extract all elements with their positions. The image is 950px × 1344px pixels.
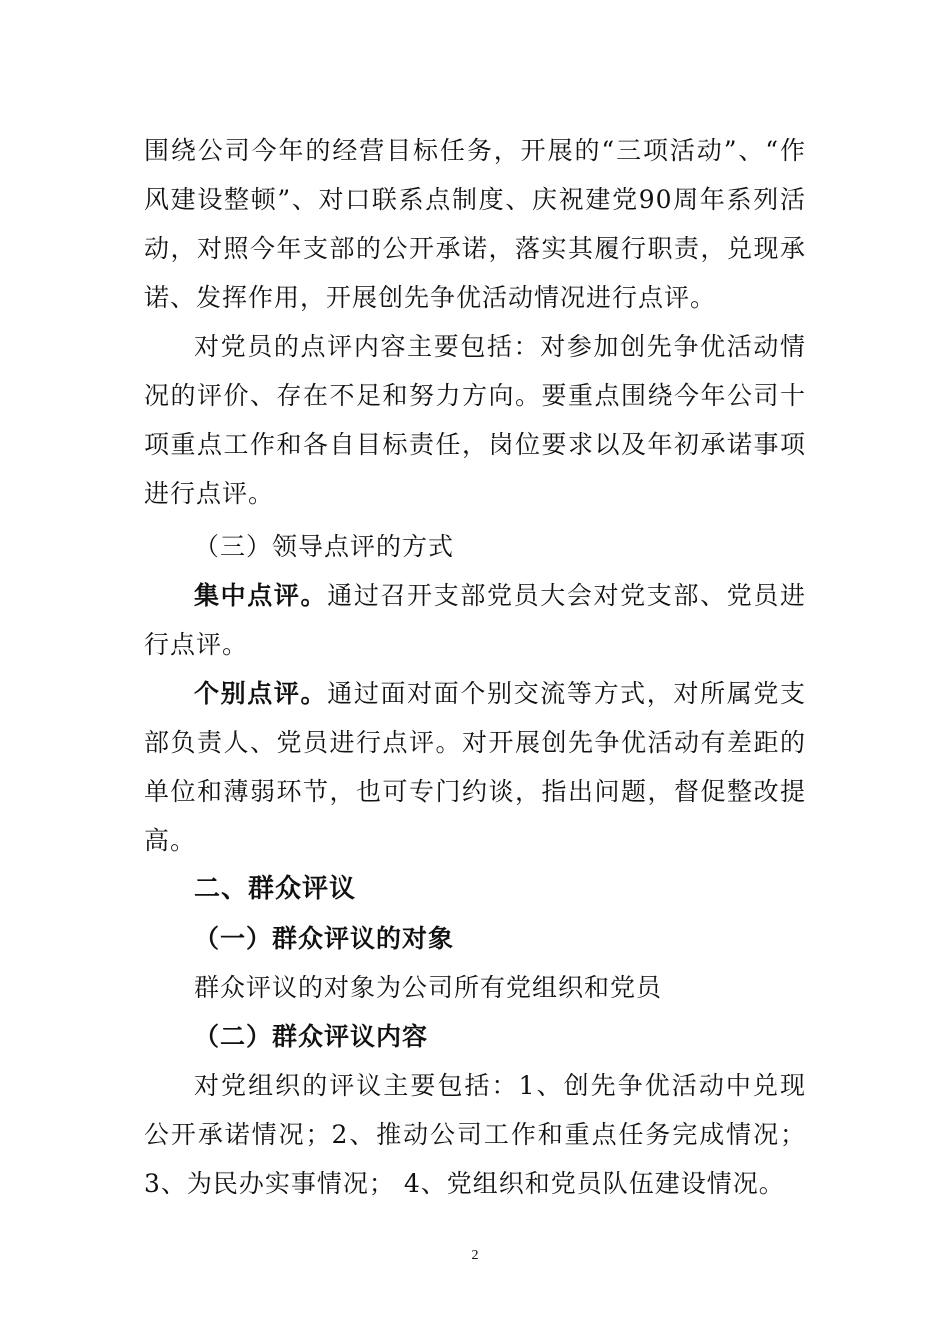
section-heading-public-evaluation: 二、群众评议 xyxy=(194,874,357,904)
paragraph-individual-review xyxy=(144,669,806,865)
page-number: 2 xyxy=(471,1248,479,1263)
body-centralized-review: 通过召开支部党员大会对党支部、党员进行点评。 xyxy=(144,581,806,659)
heading-evaluation-content: （二）群众评议内容 xyxy=(194,1022,429,1051)
body-individual-review: 通过面对面个别交流等方式，对所属党支部负责人、党员进行点评。对开展创先争优活动有差距的单位和薄弱环节，也可专门约谈，指出问题，督促整改提高。 xyxy=(144,679,806,855)
heading-evaluation-object: （一）群众评议的对象 xyxy=(194,924,455,953)
paragraph-centralized-review xyxy=(144,571,806,669)
lead-individual-review: 个别点评。 xyxy=(194,679,328,708)
paragraph-member-review: 对党员的点评内容主要包括：对参加创先争优活动情况的评价、存在不足和努力方向。要重点围绕今年公司十项重点工作和各自目标责任，岗位要求以及年初承诺事项进行点评。 xyxy=(144,332,806,508)
paragraph-evaluation-object: 群众评议的对象为公司所有党组织和党员 xyxy=(194,973,663,1002)
lead-centralized-review: 集中点评。 xyxy=(194,581,328,610)
paragraph-activities-review: 围绕公司今年的经营目标任务，开展的“三项活动”、“作风建设整顿”、对口联系点制度、庆祝建党90周年系列活动，对照今年支部的公开承诺，落实其履行职责，兑现承诺、发挥作用，开展创先争优活动情况进行点评。 xyxy=(144,136,806,312)
paragraph-evaluation-content: 对党组织的评议主要包括：1、创先争优活动中兑现公开承诺情况；2、推动公司工作和重点任务完成情况；3、为民办实事情况； 4、党组织和党员队伍建设情况。 xyxy=(144,1071,806,1198)
document-body xyxy=(144,126,806,1208)
heading-review-methods: （三）领导点评的方式 xyxy=(194,532,455,561)
